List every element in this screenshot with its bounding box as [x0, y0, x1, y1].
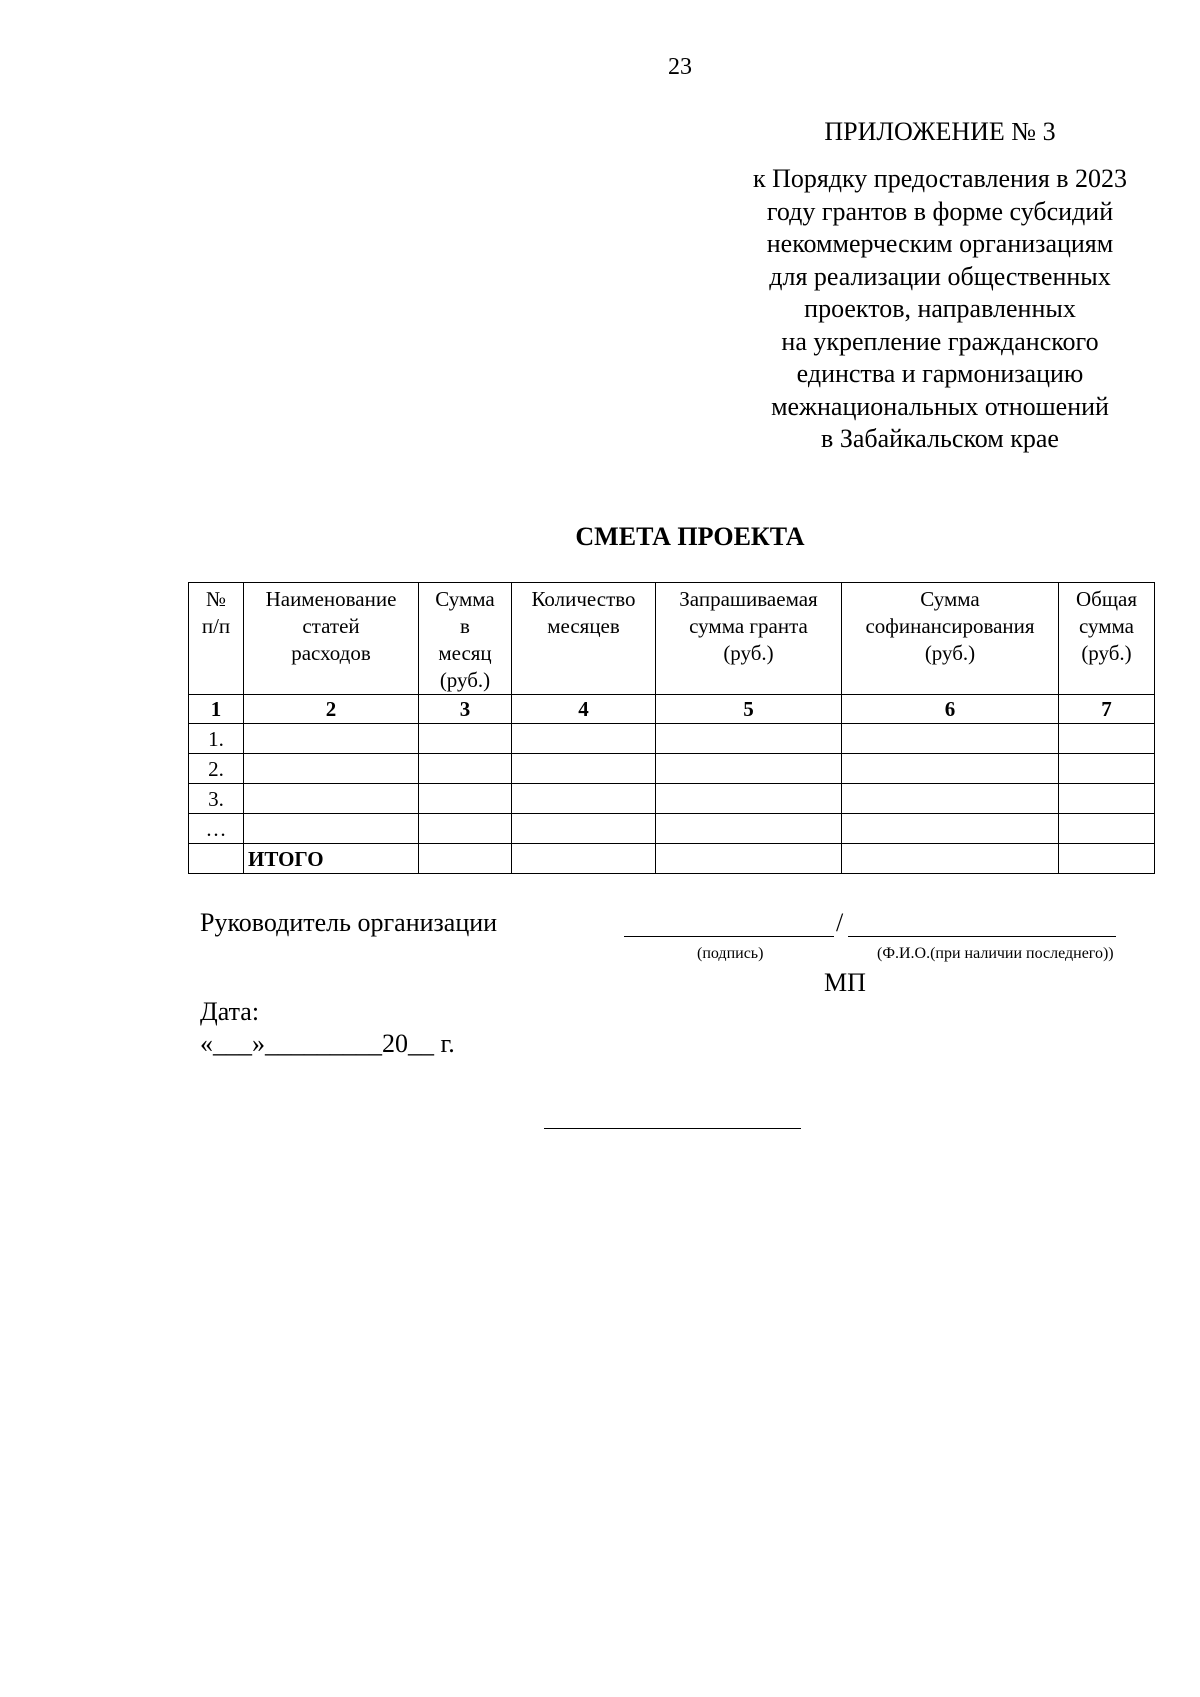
item-name-cell: [244, 724, 419, 754]
header-text: расходов: [291, 641, 371, 665]
empty-cell: [842, 844, 1059, 874]
empty-cell: [419, 724, 512, 754]
header-text: месяцев: [547, 614, 620, 638]
empty-cell: [1059, 754, 1155, 784]
empty-cell: [1059, 724, 1155, 754]
empty-cell: [512, 754, 656, 784]
header-text: сумма: [1078, 614, 1135, 638]
empty-cell: [842, 814, 1059, 844]
row-number-cell: 1.: [189, 724, 244, 754]
header-text: №: [205, 587, 227, 611]
column-number: 4: [512, 695, 656, 724]
empty-cell: [512, 844, 656, 874]
signature-block: [200, 908, 1160, 1008]
header-text: сумма гранта: [689, 614, 808, 638]
row-number-cell: 3.: [189, 784, 244, 814]
signature-caption: (подпись): [697, 945, 764, 962]
header-cell-item-name: [244, 583, 419, 695]
document-title: СМЕТА ПРОЕКТА: [575, 522, 805, 551]
empty-cell: [1059, 784, 1155, 814]
header-text: Сумма: [920, 587, 980, 611]
header-text: (руб.): [723, 641, 774, 665]
appendix-reference: [700, 163, 1180, 456]
empty-cell: [1059, 844, 1155, 874]
appendix-reference-line: на укрепление гражданского: [781, 326, 1099, 356]
appendix-reference-line: межнациональных отношений: [771, 391, 1109, 421]
header-text: Запрашиваемая: [679, 587, 818, 611]
page-number: 23: [668, 54, 692, 80]
date-value: «___»_________20__ г.: [200, 1029, 455, 1058]
header-cell-monthly-amount: [419, 583, 512, 695]
empty-cell: [656, 814, 842, 844]
head-of-organization-label: Руководитель организации: [200, 908, 498, 937]
table-header: [189, 583, 1155, 695]
column-number: 1: [189, 695, 244, 724]
signature-line: [624, 936, 834, 937]
full-name-caption: (Ф.И.О.(при наличии последнего)): [877, 945, 1114, 962]
header-text: месяц: [438, 641, 492, 665]
header-text: Наименование: [265, 587, 397, 611]
column-number: 2: [244, 695, 419, 724]
estimate-table: [188, 582, 1155, 874]
appendix-reference-line: к Порядку предоставления в 2023: [752, 164, 1128, 193]
date-label: Дата:: [200, 997, 260, 1026]
column-number: 5: [656, 695, 842, 724]
column-number-row: [189, 695, 1155, 724]
table-body: [189, 695, 1155, 874]
header-text: (руб.): [1081, 641, 1132, 665]
empty-cell: [842, 784, 1059, 814]
empty-cell: [512, 814, 656, 844]
signature-separator: /: [836, 908, 844, 937]
header-text: софинансирования: [865, 614, 1035, 638]
empty-cell: [656, 724, 842, 754]
appendix-reference-line: единства и гармонизацию: [796, 359, 1084, 388]
header-text: Количество: [531, 587, 636, 611]
row-number-cell: 2.: [189, 754, 244, 784]
empty-cell: [419, 844, 512, 874]
table-row: [189, 784, 1155, 814]
item-name-cell: [244, 784, 419, 814]
column-number: 3: [419, 695, 512, 724]
table-row: [189, 724, 1155, 754]
empty-cell: [656, 784, 842, 814]
header-cell-months: [512, 583, 656, 695]
appendix-reference-line: в Забайкальском крае: [821, 424, 1059, 453]
header-cell-number: [189, 583, 244, 695]
appendix-reference-line: некоммерческим организациям: [766, 229, 1114, 258]
row-number-cell: [189, 844, 244, 874]
end-of-document-rule: [544, 1128, 801, 1129]
header-text: (руб.): [924, 641, 976, 665]
appendix-reference-line: проектов, направленных: [804, 294, 1076, 323]
item-name-cell: [244, 754, 419, 784]
header-cell-cofinancing: [842, 583, 1059, 695]
total-row: [189, 844, 1155, 874]
header-cell-requested-grant: [656, 583, 842, 695]
table-row: [189, 814, 1155, 844]
header-text: статей: [302, 614, 360, 638]
appendix-reference-line: году грантов в форме субсидий: [766, 196, 1114, 226]
empty-cell: [419, 754, 512, 784]
empty-cell: [656, 754, 842, 784]
header-text: Сумма: [435, 587, 495, 611]
empty-cell: [842, 724, 1059, 754]
item-name-cell: [244, 814, 419, 844]
empty-cell: [512, 724, 656, 754]
table-row: [189, 754, 1155, 784]
stamp-label: МП: [824, 968, 866, 997]
total-label: ИТОГО: [244, 844, 419, 874]
header-text: (руб.): [439, 668, 491, 692]
appendix-reference-line: для реализации общественных: [769, 261, 1111, 291]
empty-cell: [842, 754, 1059, 784]
empty-cell: [512, 784, 656, 814]
empty-cell: [1059, 814, 1155, 844]
column-number: 6: [842, 695, 1059, 724]
header-row: [189, 583, 1155, 695]
date-block: [200, 996, 455, 1060]
column-number: 7: [1059, 695, 1155, 724]
header-text: Общая: [1075, 587, 1137, 611]
header-cell-total: [1059, 583, 1155, 695]
appendix-title: ПРИЛОЖЕНИЕ № 3: [824, 117, 1056, 146]
row-number-cell: …: [189, 814, 244, 844]
empty-cell: [419, 814, 512, 844]
full-name-line: [848, 936, 1116, 937]
empty-cell: [656, 844, 842, 874]
header-text: п/п: [201, 614, 231, 638]
empty-cell: [419, 784, 512, 814]
header-text: в: [460, 614, 470, 638]
